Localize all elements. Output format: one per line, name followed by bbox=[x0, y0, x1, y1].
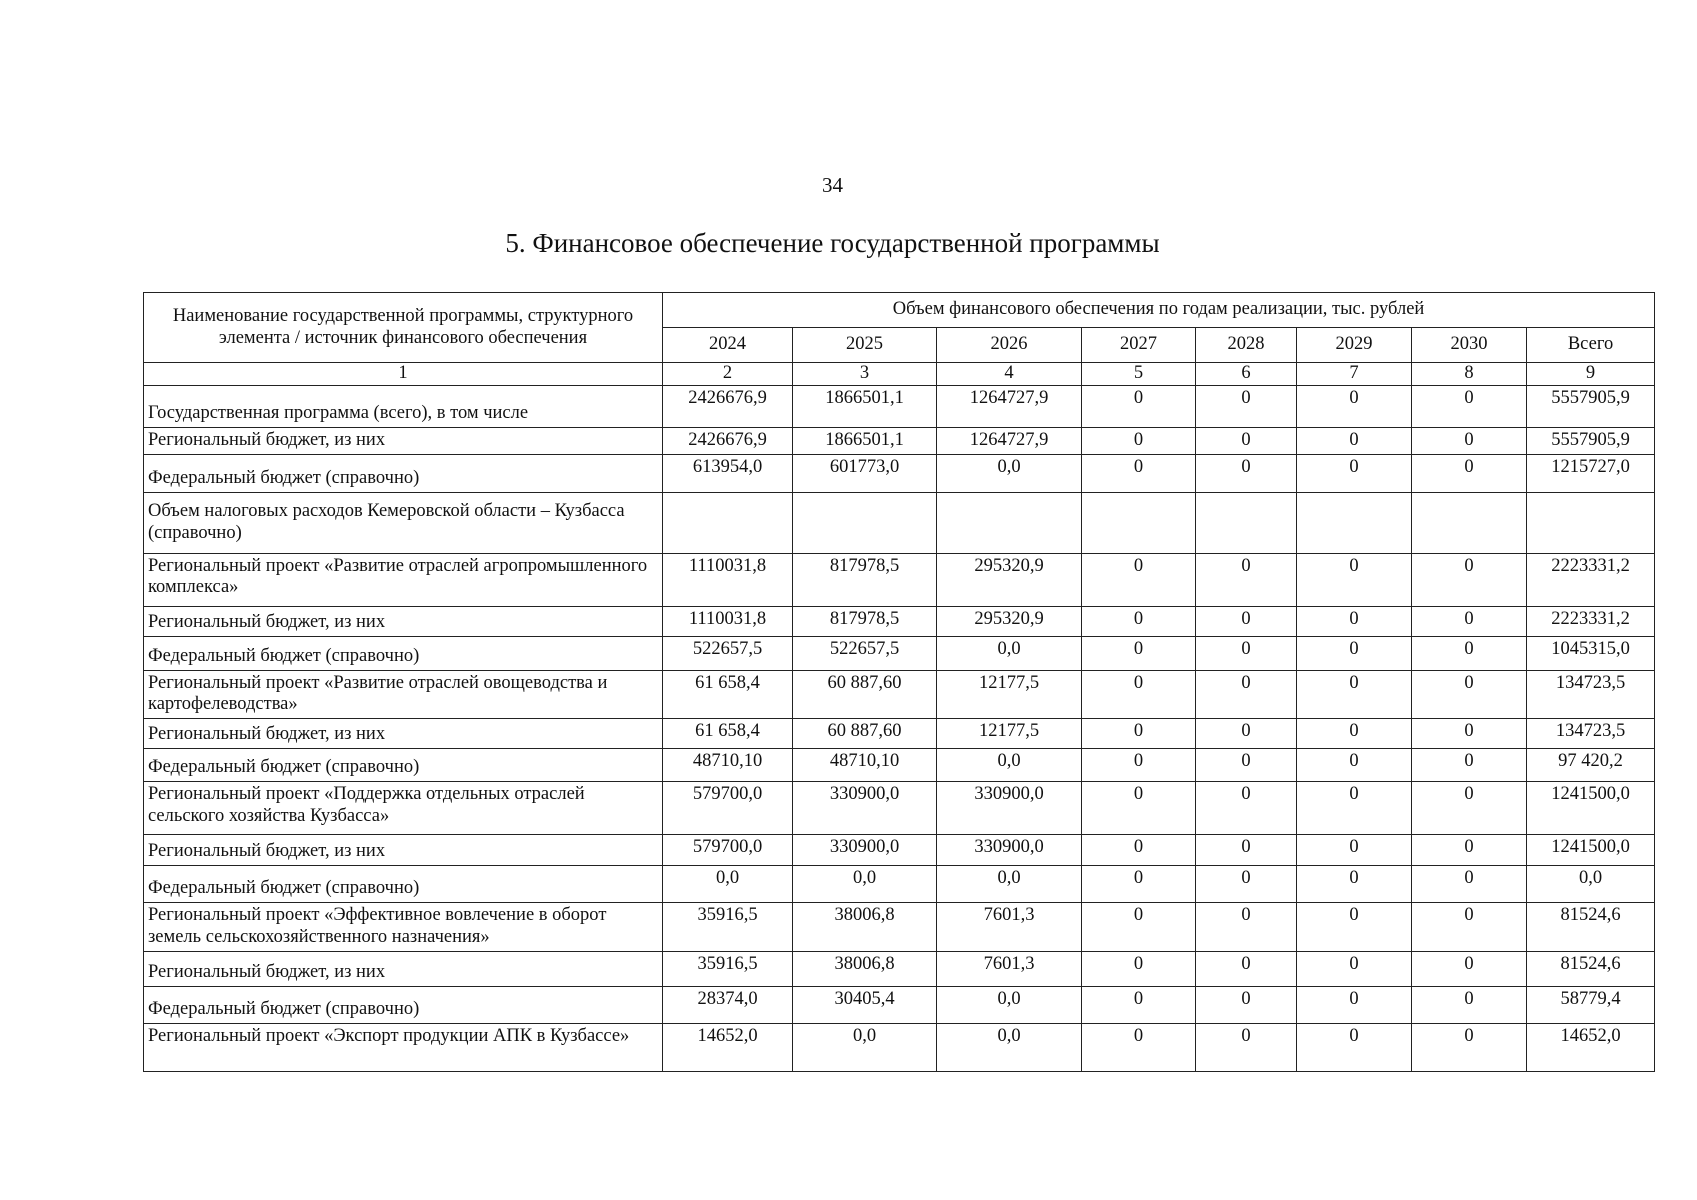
row-value: 35916,5 bbox=[663, 903, 793, 952]
row-value: 30405,4 bbox=[793, 986, 937, 1023]
row-value: 58779,4 bbox=[1527, 986, 1655, 1023]
row-name: Федеральный бюджет (справочно) bbox=[144, 454, 663, 492]
row-value: 0 bbox=[1412, 903, 1527, 952]
table-row bbox=[144, 492, 1655, 553]
row-value: 2223331,2 bbox=[1527, 553, 1655, 606]
header-year: 2030 bbox=[1412, 328, 1527, 363]
row-value: 0 bbox=[1082, 1023, 1196, 1071]
row-value: 0 bbox=[1082, 782, 1196, 835]
table-row bbox=[144, 553, 1655, 606]
row-value: 0 bbox=[1082, 454, 1196, 492]
column-index: 7 bbox=[1297, 363, 1412, 386]
row-value: 0 bbox=[1412, 951, 1527, 986]
row-value: 579700,0 bbox=[663, 782, 793, 835]
header-name-column: Наименование государственной программы, структурного элемента / источник финансового обеспечения bbox=[144, 293, 663, 363]
row-value: 1110031,8 bbox=[663, 606, 793, 636]
row-value: 0 bbox=[1297, 986, 1412, 1023]
table-row bbox=[144, 719, 1655, 749]
table-row bbox=[144, 1023, 1655, 1071]
row-value: 0,0 bbox=[937, 866, 1082, 903]
table-row bbox=[144, 866, 1655, 903]
row-value: 0 bbox=[1297, 606, 1412, 636]
row-name: Региональный проект «Экспорт продукции АПК в Кузбассе» bbox=[144, 1023, 663, 1071]
column-index: 9 bbox=[1527, 363, 1655, 386]
row-value: 1264727,9 bbox=[937, 427, 1082, 454]
row-value: 0 bbox=[1412, 670, 1527, 719]
row-value: 0,0 bbox=[793, 1023, 937, 1071]
row-value: 97 420,2 bbox=[1527, 749, 1655, 782]
row-name: Федеральный бюджет (справочно) bbox=[144, 866, 663, 903]
row-value: 1241500,0 bbox=[1527, 835, 1655, 866]
row-value: 134723,5 bbox=[1527, 719, 1655, 749]
table-row bbox=[144, 749, 1655, 782]
row-value: 0 bbox=[1082, 835, 1196, 866]
row-value: 61 658,4 bbox=[663, 719, 793, 749]
row-name: Федеральный бюджет (справочно) bbox=[144, 749, 663, 782]
row-value: 38006,8 bbox=[793, 951, 937, 986]
row-value: 0 bbox=[1196, 427, 1297, 454]
row-name: Региональный проект «Эффективное вовлечение в оборот земель сельскохозяйственного назначения» bbox=[144, 903, 663, 952]
table-row bbox=[144, 782, 1655, 835]
row-value: 81524,6 bbox=[1527, 951, 1655, 986]
row-value: 0,0 bbox=[937, 454, 1082, 492]
row-name: Государственная программа (всего), в том числе bbox=[144, 385, 663, 427]
row-value: 0 bbox=[1196, 749, 1297, 782]
row-value: 0 bbox=[1082, 903, 1196, 952]
row-value: 1241500,0 bbox=[1527, 782, 1655, 835]
row-value bbox=[663, 492, 793, 553]
row-value: 0 bbox=[1196, 903, 1297, 952]
row-value: 330900,0 bbox=[937, 782, 1082, 835]
row-value: 14652,0 bbox=[663, 1023, 793, 1071]
table-row bbox=[144, 606, 1655, 636]
row-value: 0 bbox=[1196, 986, 1297, 1023]
page-title: 5. Финансовое обеспечение государственной программы bbox=[505, 228, 1160, 258]
row-value: 0 bbox=[1297, 835, 1412, 866]
row-value: 330900,0 bbox=[793, 782, 937, 835]
row-value: 0 bbox=[1196, 670, 1297, 719]
row-name: Региональный бюджет, из них bbox=[144, 427, 663, 454]
row-value: 7601,3 bbox=[937, 951, 1082, 986]
header-group: Объем финансового обеспечения по годам реализации, тыс. рублей bbox=[663, 293, 1655, 328]
row-value: 330900,0 bbox=[793, 835, 937, 866]
row-value: 0 bbox=[1196, 553, 1297, 606]
row-value: 0 bbox=[1196, 951, 1297, 986]
row-value: 0 bbox=[1082, 866, 1196, 903]
row-value: 0 bbox=[1412, 606, 1527, 636]
row-value: 0,0 bbox=[937, 636, 1082, 670]
table-row bbox=[144, 385, 1655, 427]
row-value: 5557905,9 bbox=[1527, 385, 1655, 427]
row-name: Региональный бюджет, из них bbox=[144, 719, 663, 749]
column-index: 3 bbox=[793, 363, 937, 386]
row-value: 0 bbox=[1297, 427, 1412, 454]
row-value: 522657,5 bbox=[793, 636, 937, 670]
header-total: Всего bbox=[1527, 328, 1655, 363]
row-value: 0 bbox=[1082, 385, 1196, 427]
row-name: Объем налоговых расходов Кемеровской области – Кузбасса (справочно) bbox=[144, 492, 663, 553]
row-value: 0 bbox=[1297, 951, 1412, 986]
row-name: Региональный проект «Поддержка отдельных отраслей сельского хозяйства Кузбасса» bbox=[144, 782, 663, 835]
row-value: 28374,0 bbox=[663, 986, 793, 1023]
row-value: 0 bbox=[1082, 719, 1196, 749]
table-row bbox=[144, 835, 1655, 866]
row-value: 0,0 bbox=[937, 1023, 1082, 1071]
row-value: 0 bbox=[1082, 636, 1196, 670]
row-value: 0 bbox=[1196, 606, 1297, 636]
header-year: 2028 bbox=[1196, 328, 1297, 363]
row-value: 48710,10 bbox=[793, 749, 937, 782]
row-value: 0 bbox=[1412, 866, 1527, 903]
table-row bbox=[144, 454, 1655, 492]
row-value: 817978,5 bbox=[793, 553, 937, 606]
row-value: 0 bbox=[1297, 782, 1412, 835]
row-value: 0 bbox=[1297, 749, 1412, 782]
table-body bbox=[144, 385, 1655, 1071]
row-value: 7601,3 bbox=[937, 903, 1082, 952]
row-value: 0 bbox=[1297, 903, 1412, 952]
row-value: 0 bbox=[1196, 835, 1297, 866]
row-value: 81524,6 bbox=[1527, 903, 1655, 952]
row-name: Федеральный бюджет (справочно) bbox=[144, 986, 663, 1023]
row-value: 61 658,4 bbox=[663, 670, 793, 719]
row-value: 613954,0 bbox=[663, 454, 793, 492]
row-value: 2426676,9 bbox=[663, 385, 793, 427]
row-value: 0 bbox=[1196, 636, 1297, 670]
row-value: 0 bbox=[1297, 553, 1412, 606]
row-value: 0 bbox=[1412, 454, 1527, 492]
row-name: Региональный бюджет, из них bbox=[144, 951, 663, 986]
row-value: 0 bbox=[1412, 719, 1527, 749]
table-row bbox=[144, 951, 1655, 986]
row-value bbox=[1196, 492, 1297, 553]
header-year: 2025 bbox=[793, 328, 937, 363]
row-value: 60 887,60 bbox=[793, 670, 937, 719]
row-value: 12177,5 bbox=[937, 670, 1082, 719]
column-index: 1 bbox=[144, 363, 663, 386]
row-value: 134723,5 bbox=[1527, 670, 1655, 719]
row-value: 0 bbox=[1297, 385, 1412, 427]
row-value: 0 bbox=[1297, 719, 1412, 749]
header-year: 2029 bbox=[1297, 328, 1412, 363]
header-year: 2026 bbox=[937, 328, 1082, 363]
row-value bbox=[937, 492, 1082, 553]
row-value: 0,0 bbox=[663, 866, 793, 903]
row-value: 2426676,9 bbox=[663, 427, 793, 454]
row-value: 0 bbox=[1412, 782, 1527, 835]
row-value bbox=[1412, 492, 1527, 553]
row-value: 0 bbox=[1297, 670, 1412, 719]
row-value: 0 bbox=[1412, 1023, 1527, 1071]
row-value: 0 bbox=[1297, 636, 1412, 670]
row-value: 5557905,9 bbox=[1527, 427, 1655, 454]
row-value: 522657,5 bbox=[663, 636, 793, 670]
table-row bbox=[144, 636, 1655, 670]
row-value: 38006,8 bbox=[793, 903, 937, 952]
row-value: 295320,9 bbox=[937, 606, 1082, 636]
page-number: 34 bbox=[822, 173, 843, 197]
row-name: Региональный бюджет, из них bbox=[144, 606, 663, 636]
row-value: 48710,10 bbox=[663, 749, 793, 782]
column-index: 6 bbox=[1196, 363, 1297, 386]
column-index: 2 bbox=[663, 363, 793, 386]
row-value: 0,0 bbox=[937, 986, 1082, 1023]
row-value: 0 bbox=[1412, 427, 1527, 454]
row-value: 0 bbox=[1196, 385, 1297, 427]
row-value: 0 bbox=[1082, 553, 1196, 606]
row-value: 0 bbox=[1082, 749, 1196, 782]
row-value: 1264727,9 bbox=[937, 385, 1082, 427]
row-value: 0 bbox=[1082, 606, 1196, 636]
row-value: 0 bbox=[1196, 454, 1297, 492]
financing-table bbox=[143, 292, 1655, 1072]
row-value: 2223331,2 bbox=[1527, 606, 1655, 636]
row-value: 1866501,1 bbox=[793, 385, 937, 427]
row-value: 0,0 bbox=[937, 749, 1082, 782]
row-value: 0 bbox=[1082, 986, 1196, 1023]
row-value: 817978,5 bbox=[793, 606, 937, 636]
row-value: 0 bbox=[1412, 385, 1527, 427]
table-row bbox=[144, 670, 1655, 719]
row-value bbox=[1527, 492, 1655, 553]
row-value: 0,0 bbox=[793, 866, 937, 903]
row-value: 1215727,0 bbox=[1527, 454, 1655, 492]
row-value: 0 bbox=[1412, 636, 1527, 670]
row-value: 579700,0 bbox=[663, 835, 793, 866]
row-value bbox=[1297, 492, 1412, 553]
row-name: Региональный проект «Развитие отраслей овощеводства и картофелеводства» bbox=[144, 670, 663, 719]
row-value: 330900,0 bbox=[937, 835, 1082, 866]
row-value: 0 bbox=[1412, 749, 1527, 782]
row-value: 14652,0 bbox=[1527, 1023, 1655, 1071]
header-year: 2024 bbox=[663, 328, 793, 363]
row-value: 1866501,1 bbox=[793, 427, 937, 454]
row-name: Региональный проект «Развитие отраслей агропромышленного комплекса» bbox=[144, 553, 663, 606]
row-value: 0 bbox=[1082, 670, 1196, 719]
column-index: 4 bbox=[937, 363, 1082, 386]
row-name: Региональный бюджет, из них bbox=[144, 835, 663, 866]
row-value: 0 bbox=[1196, 782, 1297, 835]
row-value: 295320,9 bbox=[937, 553, 1082, 606]
row-value: 1045315,0 bbox=[1527, 636, 1655, 670]
header-year: 2027 bbox=[1082, 328, 1196, 363]
row-value: 0 bbox=[1082, 951, 1196, 986]
row-value: 1110031,8 bbox=[663, 553, 793, 606]
row-value bbox=[793, 492, 937, 553]
row-value: 35916,5 bbox=[663, 951, 793, 986]
row-value: 0 bbox=[1297, 1023, 1412, 1071]
row-value: 0 bbox=[1082, 427, 1196, 454]
row-value: 60 887,60 bbox=[793, 719, 937, 749]
table-row bbox=[144, 427, 1655, 454]
row-value: 0 bbox=[1196, 719, 1297, 749]
row-value: 601773,0 bbox=[793, 454, 937, 492]
column-index: 8 bbox=[1412, 363, 1527, 386]
header-index-row bbox=[144, 363, 1655, 386]
row-value: 0 bbox=[1196, 1023, 1297, 1071]
row-value: 0 bbox=[1297, 454, 1412, 492]
table-row bbox=[144, 903, 1655, 952]
row-value: 12177,5 bbox=[937, 719, 1082, 749]
row-value bbox=[1082, 492, 1196, 553]
row-value: 0 bbox=[1297, 866, 1412, 903]
row-name: Федеральный бюджет (справочно) bbox=[144, 636, 663, 670]
row-value: 0 bbox=[1412, 986, 1527, 1023]
column-index: 5 bbox=[1082, 363, 1196, 386]
row-value: 0,0 bbox=[1527, 866, 1655, 903]
row-value: 0 bbox=[1196, 866, 1297, 903]
table-row bbox=[144, 986, 1655, 1023]
row-value: 0 bbox=[1412, 835, 1527, 866]
row-value: 0 bbox=[1412, 553, 1527, 606]
